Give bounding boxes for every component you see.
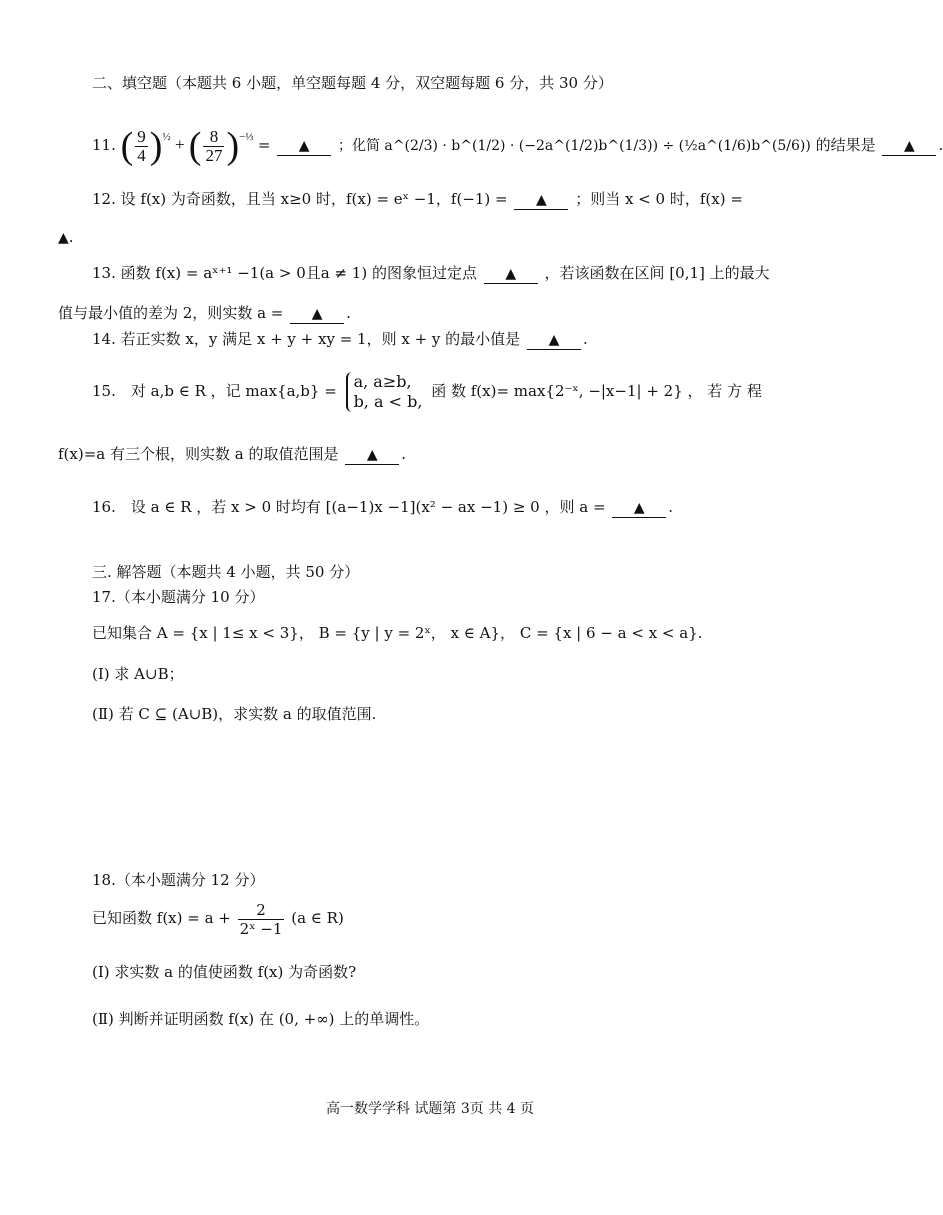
q18-stem-text: 已知函数 f(x) = a + bbox=[92, 909, 231, 927]
answer-blank: ▲ bbox=[612, 498, 666, 518]
question-16: 16. 设 a ∈ R ，若 x > 0 时均有 [(a−1)x −1](x² − ax −1) ≥ 0 ，则 a = ▲ . bbox=[92, 498, 674, 516]
q11-exponent-1: ½ bbox=[162, 131, 171, 143]
question-13-line-1 bbox=[92, 262, 810, 284]
q15-text: 15. 对 a,b ∈ R ，记 max{a,b} = bbox=[92, 382, 337, 400]
question-12-line-1 bbox=[92, 188, 810, 210]
q17-part-1: (Ⅰ) 求 A∪B； bbox=[92, 665, 184, 683]
q11-exponent-2: −⅓ bbox=[239, 131, 254, 143]
page-footer: 高一数学学科 试题第 3页 共 4 页 bbox=[325, 1101, 535, 1117]
q17-part-2: (Ⅱ) 若 C ⊆ (A∪B)，求实数 a 的取值范围. bbox=[92, 705, 377, 723]
question-12-line-2: ▲. bbox=[58, 228, 74, 246]
q11-fraction-1: $\frac{9}{4}$ bbox=[137, 126, 146, 165]
q18-part-2: (Ⅱ) 判断并证明函数 f(x) 在 (0, +∞) 上的单调性。 bbox=[92, 1010, 430, 1028]
question-15-line-2: f(x)=a 有三个根，则实数 a 的取值范围是 ▲ . bbox=[58, 445, 407, 463]
q11-equals: = bbox=[257, 136, 271, 154]
answer-blank: ▲ bbox=[484, 264, 538, 284]
q18-stem-domain: (a ∈ R) bbox=[291, 909, 344, 927]
q18-stem bbox=[92, 896, 810, 940]
question-11: 11. ( $\frac{9}{4}$ )$^{\frac{1}{2}}$ + ( $\frac{8}{27}$ )$^{-\frac{1}{3}}$ = ▲ ；化简 a^(2/3) · b^(1/2) · (−2a^(1/2)b^(1/3)) ÷ (½a^(1/6)b^(5/6)) 的结果是 ▲ . bbox=[92, 125, 943, 168]
q13-text-2: 值与最小值的差为 2，则实数 a = bbox=[58, 304, 284, 322]
answer-blank: ▲ bbox=[527, 330, 581, 350]
q18-title: 18.（本小题满分 12 分） bbox=[92, 871, 265, 889]
question-15-line-1 bbox=[92, 366, 810, 416]
section2-header: 二、填空题（本题共 6 小题，单空题每题 4 分，双空题每题 6 分，共 30 分） bbox=[92, 74, 613, 92]
answer-blank: ▲ bbox=[882, 136, 936, 156]
answer-blank: ▲ bbox=[290, 304, 344, 324]
answer-blank: ▲ bbox=[514, 190, 568, 210]
q15-text-2: f(x)=a 有三个根，则实数 a 的取值范围是 bbox=[58, 445, 339, 463]
q12-text-tail: ；则当 x < 0 时，f(x) = bbox=[575, 190, 743, 208]
q18-fraction: $\frac{2}{\text{2ˣ −1}}$ bbox=[239, 900, 283, 938]
answer-blank: ▲ bbox=[277, 136, 331, 156]
answer-blank: ▲ bbox=[345, 445, 399, 465]
q11-fraction-2: $\frac{8}{27}$ bbox=[205, 126, 223, 165]
section3-header: 三. 解答题（本题共 4 小题，共 50 分） bbox=[92, 563, 360, 581]
q11-tail-text: 的结果是 bbox=[815, 136, 876, 154]
q15-piecewise: a, a≥b, b, a < b, bbox=[346, 372, 423, 412]
answer-blank: ▲ bbox=[58, 230, 69, 246]
q11-number: 11. bbox=[92, 136, 116, 154]
q13-text-tail: ，若该函数在区间 [0,1] 上的最大 bbox=[544, 264, 770, 282]
q11-simplify-expression: ；化简 a^(2/3) · b^(1/2) · (−2a^(1/2)b^(1/3)) ÷ (½a^(1/6)b^(5/6)) bbox=[337, 138, 811, 154]
q14-text: 14. 若正实数 x，y 满足 x + y + xy = 1，则 x + y 的最小值是 bbox=[92, 330, 521, 348]
q17-stem: 已知集合 A = {x | 1≤ x < 3}， B = {y | y = 2ˣ， x ∈ A}， C = {x | 6 − a < x < a}. bbox=[92, 624, 703, 642]
q12-text: 12. 设 f(x) 为奇函数，且当 x≥0 时，f(x) = eˣ −1，f(−1) = bbox=[92, 190, 508, 208]
q13-text: 13. 函数 f(x) = aˣ⁺¹ −1(a > 0且a ≠ 1) 的图象恒过定点 bbox=[92, 264, 477, 282]
q17-title: 17.（本小题满分 10 分） bbox=[92, 588, 265, 606]
q18-part-1: (Ⅰ) 求实数 a 的值使函数 f(x) 为奇函数? bbox=[92, 963, 357, 981]
q16-text: 16. 设 a ∈ R ，若 x > 0 时均有 [(a−1)x −1](x² − ax −1) ≥ 0 ，则 a = bbox=[92, 498, 606, 516]
q15-text-mid: 函 数 f(x)= max{2⁻ˣ, −|x−1| + 2} ， 若 方 程 bbox=[431, 382, 762, 400]
question-13-line-2: 值与最小值的差为 2，则实数 a = ▲ . bbox=[58, 304, 351, 322]
question-14: 14. 若正实数 x，y 满足 x + y + xy = 1，则 x + y 的最小值是 ▲ . bbox=[92, 330, 588, 348]
